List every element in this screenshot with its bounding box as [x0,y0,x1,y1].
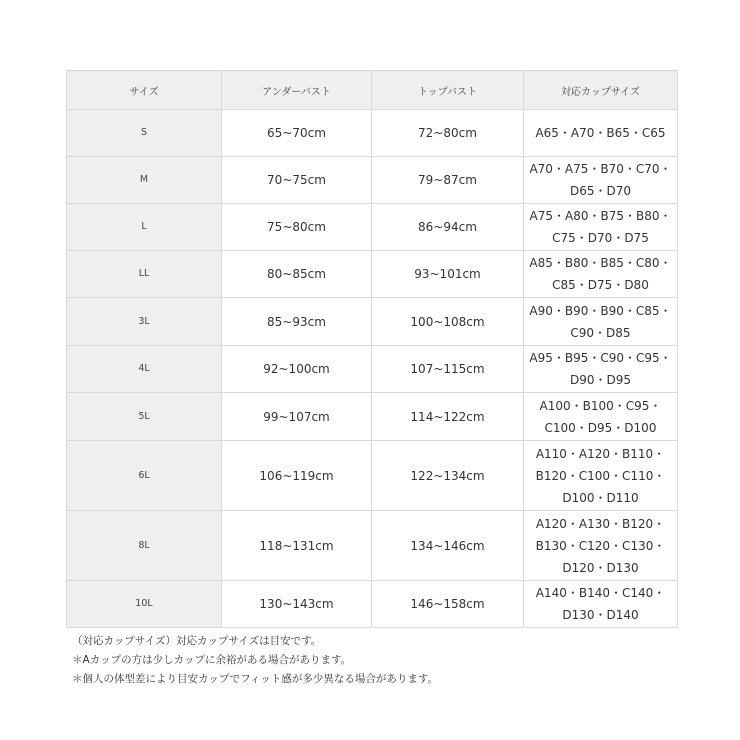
under-bust-cell: 92~100cm [222,346,372,393]
cup-size-line: A90・B90・B90・C85・ [529,303,672,318]
under-bust-cell: 85~93cm [222,298,372,346]
table-row [67,511,678,581]
header-top-bust: トップバスト [372,71,524,110]
top-bust-cell: 93~101cm [372,251,524,298]
size-chart-table [66,70,678,628]
top-bust-cell: 72~80cm [372,110,524,157]
size-cell: 8L [67,511,222,581]
table-body [67,110,678,628]
top-bust-cell: 107~115cm [372,346,524,393]
top-bust-cell: 122~134cm [372,441,524,511]
cup-size-cell [524,581,678,628]
top-bust-cell: 146~158cm [372,581,524,628]
table-row [67,157,678,204]
note-line: ＊Aカップの方は少しカップに余裕がある場合があります。 [72,654,352,666]
cup-size-cell [524,511,678,581]
size-cell: 6L [67,441,222,511]
cup-size-line: D65・D70 [569,184,632,198]
cup-size-line: C90・D85 [570,325,631,340]
header-cup-size: 対応カップサイズ [524,71,678,110]
cup-size-line: D100・D110 [562,490,639,505]
cup-size-line: A65・A70・B65・C65 [535,126,666,140]
cup-size-cell [524,346,678,393]
header-under-bust: アンダーバスト [222,71,372,110]
cup-size-line: A120・A130・B120・ [535,516,666,531]
size-chart-table-container [66,70,677,628]
under-bust-cell: 99~107cm [222,393,372,441]
cup-size-cell [524,298,678,346]
size-cell: S [67,110,222,157]
cup-size-cell [524,157,678,204]
size-cell: M [67,157,222,204]
notes [72,632,438,689]
top-bust-cell: 79~87cm [372,157,524,204]
table-row [67,298,678,346]
table-row [67,346,678,393]
note-line: （対応カップサイズ）対応カップサイズは目安です。 [72,635,322,647]
cup-size-line: D130・D140 [562,608,639,622]
top-bust-cell: 100~108cm [372,298,524,346]
table-header-row [67,71,678,110]
size-cell: 3L [67,298,222,346]
cup-size-line: A85・B80・B85・C80・ [529,256,672,270]
cup-size-line: A140・B140・C140・ [535,586,666,600]
cup-size-cell [524,204,678,251]
cup-size-cell [524,393,678,441]
cup-size-line: B130・C120・C130・ [535,538,666,553]
under-bust-cell: 65~70cm [222,110,372,157]
table-row [67,251,678,298]
cup-size-line: B120・C100・C110・ [535,468,666,483]
cup-size-line: C75・D70・D75 [552,231,649,245]
under-bust-cell: 118~131cm [222,511,372,581]
size-cell: 4L [67,346,222,393]
top-bust-cell: 86~94cm [372,204,524,251]
cup-size-cell [524,441,678,511]
under-bust-cell: 75~80cm [222,204,372,251]
cup-size-line: A100・B100・C95・ [539,398,662,413]
size-cell: L [67,204,222,251]
cup-size-line: C85・D75・D80 [552,278,649,292]
cup-size-line: A95・B95・C90・C95・ [529,351,672,365]
table-row [67,581,678,628]
note-line: ＊個人の体型差により目安カップでフィット感が多少異なる場合があります。 [72,673,439,685]
table-row [67,441,678,511]
cup-size-line: A75・A80・B75・B80・ [529,209,672,223]
table-row [67,393,678,441]
table-row [67,110,678,157]
size-cell: 10L [67,581,222,628]
top-bust-cell: 134~146cm [372,511,524,581]
cup-size-cell [524,110,678,157]
table-row [67,204,678,251]
cup-size-cell [524,251,678,298]
size-cell: LL [67,251,222,298]
header-size: サイズ [67,71,222,110]
cup-size-line: D120・D130 [562,560,639,575]
cup-size-line: C100・D95・D100 [544,420,657,435]
top-bust-cell: 114~122cm [372,393,524,441]
under-bust-cell: 70~75cm [222,157,372,204]
size-cell: 5L [67,393,222,441]
under-bust-cell: 80~85cm [222,251,372,298]
cup-size-line: A70・A75・B70・C70・ [529,162,672,176]
cup-size-line: A110・A120・B110・ [535,446,666,461]
under-bust-cell: 106~119cm [222,441,372,511]
under-bust-cell: 130~143cm [222,581,372,628]
cup-size-line: D90・D95 [569,373,632,387]
